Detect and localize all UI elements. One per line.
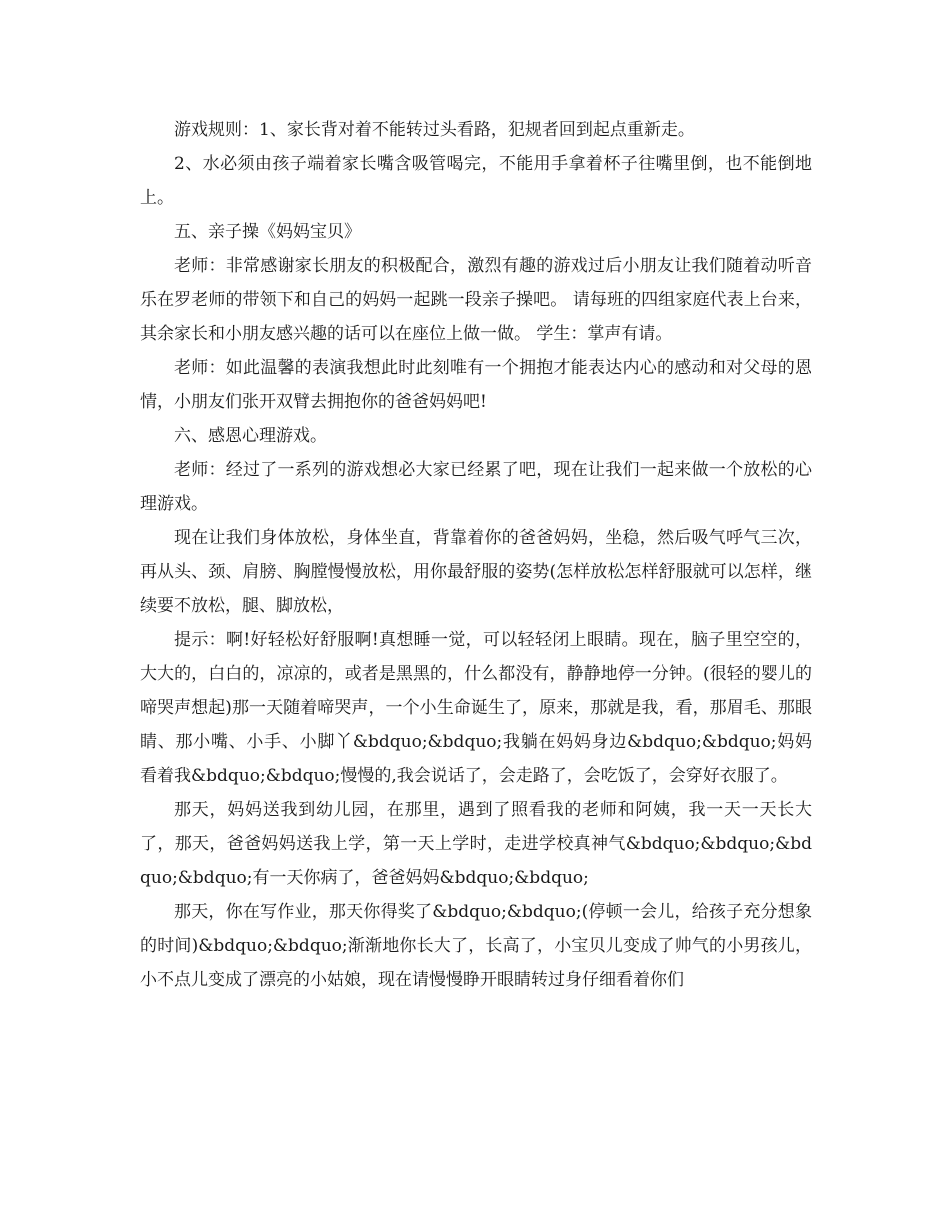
document-body: [140, 113, 812, 997]
paragraph-game-rule-1: 游戏规则：1、家长背对着不能转过头看路，犯规者回到起点重新走。: [174, 120, 695, 140]
paragraph-teacher-3: 老师：经过了一系列的游戏想必大家已经累了吧，现在让我们一起来做一个放松的心理游戏。: [140, 460, 812, 514]
section-heading-6: 六、感恩心理游戏。: [174, 426, 327, 446]
paragraph-kindergarten: 那天，妈妈送我到幼儿园，在那里，遇到了照看我的老师和阿姨，我一天一天长大了，那天，爸爸妈妈送我上学，第一天上学时，走进学校真神气&bdquo;&bdquo;&bdquo;&bdquo;有一天你病了，爸爸妈妈&bdquo;&bdquo;: [140, 800, 812, 888]
section-heading-5: 五、亲子操《妈妈宝贝》: [174, 222, 361, 242]
paragraph-hint: 提示：啊!好轻松好舒服啊!真想睡一觉，可以轻轻闭上眼睛。现在，脑子里空空的，大大的，白白的，凉凉的，或者是黑黑的，什么都没有，静静地停一分钟。(很轻的婴儿的啼哭声想起)那一天随着啼哭声，一个小生命诞生了，原来，那就是我，看，那眉毛、那眼睛、那小嘴、小手、小脚丫&bdquo;&bdquo;我躺在妈妈身边&bdquo;&bdquo;妈妈看着我&bdquo;&bdquo;慢慢的,我会说话了，会走路了，会吃饭了，会穿好衣服了。: [140, 630, 812, 786]
paragraph-relax: 现在让我们身体放松，身体坐直，背靠着你的爸爸妈妈，坐稳，然后吸气呼气三次，再从头、颈、肩膀、胸膛慢慢放松，用你最舒服的姿势(怎样放松怎样舒服就可以怎样，继续要不放松，腿、脚放松，: [140, 528, 812, 616]
paragraph-teacher-1: 老师：非常感谢家长朋友的积极配合，激烈有趣的游戏过后小朋友让我们随着动听音乐在罗老师的带领下和自己的妈妈一起跳一段亲子操吧。 请每班的四组家庭代表上台来，其余家长和小朋友感兴趣的话可以在座位上做一做。 学生：掌声有请。: [140, 256, 812, 344]
paragraph-game-rule-2: 2、水必须由孩子端着家长嘴含吸管喝完，不能用手拿着杯子往嘴里倒，也不能倒地上。: [140, 154, 812, 208]
paragraph-homework: 那天，你在写作业，那天你得奖了&bdquo;&bdquo;(停顿一会儿，给孩子充分想象的时间)&bdquo;&bdquo;渐渐地你长大了，长高了，小宝贝儿变成了帅气的小男孩儿，小不点儿变成了漂亮的小姑娘，现在请慢慢睁开眼睛转过身仔细看着你们: [140, 902, 812, 990]
paragraph-teacher-2: 老师：如此温馨的表演我想此时此刻唯有一个拥抱才能表达内心的感动和对父母的恩情，小朋友们张开双臂去拥抱你的爸爸妈妈吧!: [140, 358, 812, 412]
